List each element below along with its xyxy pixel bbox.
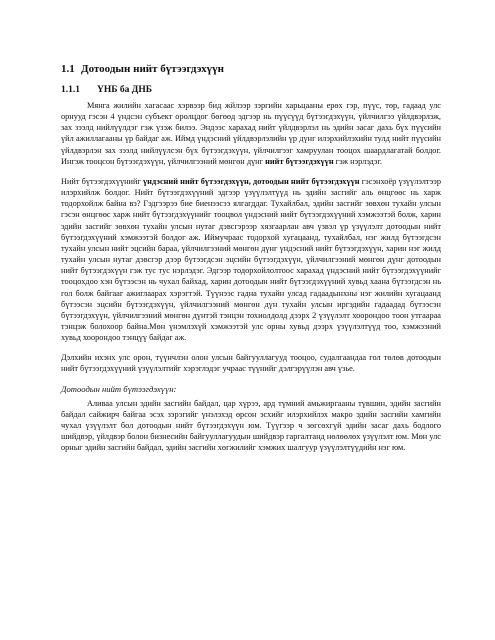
paragraph-1-tail: гэж нэрлэдэг. [333,156,382,166]
paragraph-2-bold-term: үндэсний нийт бүтээгдэхүүн, дотоодын нийт бүтээгдэхүүн [143,176,360,186]
paragraph-1 [61,100,441,167]
paragraph-3 [61,352,441,374]
paragraph-4-text: Аливаа улсын эдийн засгийн байдал, цар хүрээ, ард түмний амьжиргааны түвшин, эдийн засгийн байдал сайжирч байгаа эсэх зэрэгийг үнэлэхэд өрсон эсхийг илэрхийлэх макро эдийн засгийн хамгийн чухал үзүүлэлт бол дотоодын нийт бүтээгдэхүүн юм. Түүгээр ч зөгсөхгүй эдийн засаг дахь бодлого шийдвэр, үйлдвэр болон бизнесийн байгууллагуудын шийдвэр гаргалтанд нөлөөлөх үзүүлэлт юм. Мөн улс орныг эдийн засгийн байдал, эдийн засгийн хөгжилийг хэмжих шалгуур үзүүлэлтүүдийн нэг юм. [61,398,441,453]
italic-subheading: Дотоодын нийт бүтээгдэхүүн: [61,383,177,394]
subsection-heading [61,84,441,97]
section-heading [61,62,441,76]
section-number: 1.1 [61,63,75,75]
paragraph-1-text: Мянга жилийн хагасаас хэрвээр бид жйлээр зэргийн харьцааны ерөх гэр, пүүс, төр, гадаад улс орнууд гэсэн 4 үндсэн субъект оролцдог бөгөөд эдгээр нь пүүсүүд бүтээгдэхүүн, үйлчилгээ үйлдвэрлэж, зах зээлд нийлүүлдэг гэж үзэж билээ. Эндээс харахад нийт үйлдвэрлэл нь эдийн засаг дахь бүх пүүсийн үйл ажиллагааны үр байдаг аж. Иймд үндэсний үйлдвэрлэлийн үр дүнг илэрхийлэхийн тулд нийт пүүсийн үйлдвэрлэн зах зээлд нийлүүлсэн бүх бүтээгдэхүүн, үйлчилгээг хамруулан тооцох шаардлагатай болдог. Ингэж тооцсон бүтээгдэхүүн, үйлчилгээний мөнгөн дүнг [61,101,441,166]
subsection-number: 1.1.1 [61,85,80,95]
paragraph-3-text: Дэлхийн ихэнх улс орон, түүнчлэн олон улсын байгууллагууд тооцоо, судалгаандаа гол төлөв дотоодын нийт бүтээгдэхүүний үзүүлэлтийг хэрэглэдэг учраас түүнийг дэлгэрүүлэн авч үзье. [61,353,441,374]
paragraph-1-bold-term: нийт бүтээгдэхүүн [265,156,334,166]
paragraph-2-text: гэсэнхоёр үзүүлэлтээр илэрхийлж болдог. Нийт бүтээгдэхүүний эдгээр үзүүлэлтүүд нь эдийн засгийг аль өнцгөөс нь харж тодорхойлж байна вэ? Гэдгээрээ бие биенээсээ ялгагддаг. Тухайлбал, эдийн засгийг зөвхөн тухайн улсын гэсэн өнцгөөс харж нийт бүтээгдэхүүнийг тооцвол үндэсний нийт бүтээгдэхүүний хэмжээтэй болж, харин эдийн засгийг зөвхөн тухайн улсын нутаг дэвсгэрээр хязгаарлан авч үзвэл үр үзүүлэлт дотоодын нийт бүтээгдэхүүний хэмжээтэй болдог аж. Иймучраас тодорхой хугацаанд, тухайлбал, нэг жилд бүтээгдсэн тухайн улсын нийт эцсийн бараа, үйлчилгээний мөнгөн дүнг үндэсний нийт бүтээгдэхүүн, харин нэг жилд тухайн улсын нутаг дэвсгэр дээр бүтээгдсэн эцсийн бүтээгдэхүүн, үйлчилгээний мөнгөн дүнг дотоодын нийт бүтээгдэхүүн гэж тус тус нэрлэдэг. Эдгээр тодорхойлолтоос харахад үндэсний нийт бүтээгдэхүүнийг тооцохдоо хэн бүтээсэн нь чухал байхад, харин дотоодын нийт бүтээгдэхүүний хувьд хаана бүтээгдсэн нь гол болж байгааг ажиглаарах хэрэгтэй. Түүнээс гадна тухайн улсад гадаадынхны нэг жилийн хугацаанд бүтээсэн эцсийн бүтээгдэхүүн, үйлчилгээний мөнгөн дүн тухайн улсын иргэдийн гадаадад бүтээсэн бүтээгдэхүүн, үйлчилгээний мөнгөн дүнтэй тэнцэн тохиолдолд дээрх 2 үзүүлэлт хоорондоо тоон утгаараа тэнцэж болохоор байна.Мөн үнэмлэхүй хэмжээтэй улс орны хувьд дээрх үзүүлэлтүүд тоо, хэмжээний хувьд хоорондоо тэнцүү байдаг аж. [61,176,441,343]
section-title: Дотоодын нийт бүтээгдэхүүн [81,63,224,75]
subsection-title: ҮНБ ба ДНБ [97,85,152,95]
paragraph-2-lead: Нийт бүтээгдэхүүнийг [61,176,144,186]
paragraph-4 [61,398,441,454]
paragraph-2 [61,176,441,343]
